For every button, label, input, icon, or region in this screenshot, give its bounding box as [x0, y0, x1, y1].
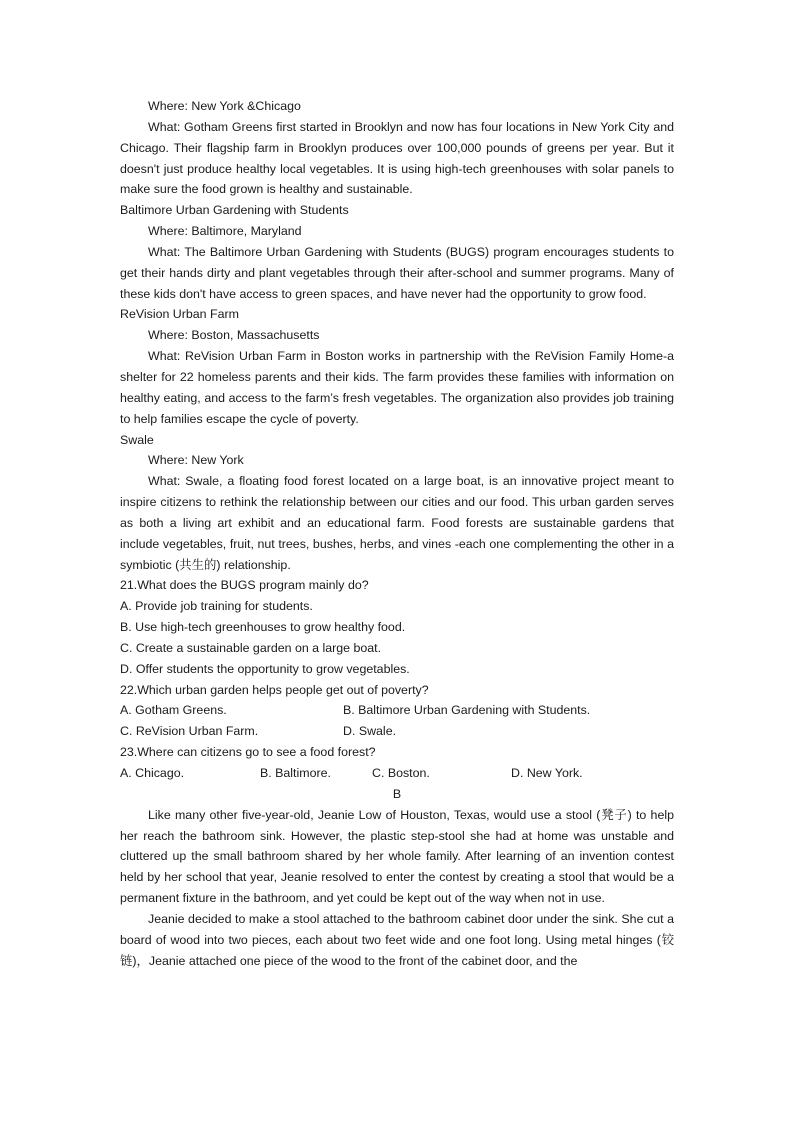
question-21-option-a: A. Provide job training for students.: [120, 599, 313, 614]
gotham-what: What: Gotham Greens first started in Brooklyn and now has four locations in New York City and Chicago. Their flagship farm in Brooklyn produces over 100,000 pounds of greens per year. But it doesn't just produce healthy local vegetables. It is using high-tech greenhouses with solar panels to make sure the food grown is healthy and sustainable.: [120, 119, 674, 197]
revision-heading: ReVision Urban Farm: [120, 307, 239, 322]
section-b-paragraph-1: Like many other five-year-old, Jeanie Low of Houston, Texas, would use a stool (凳子) to help her reach the bathroom sink. However, the plastic step-stool she had at home was unstable and cluttered up the small bathroom shared by her whole family. After learning of an invention contest held by her school that year, Jeanie resolved to enter the contest by creating a stool that would be a permanent fixture in the bathroom, and yet could be kept out of the way when not in use.: [120, 807, 674, 906]
section-b-label: B: [392, 786, 402, 801]
revision-what: What: ReVision Urban Farm in Boston works in partnership with the ReVision Family Home-a shelter for 22 homeless parents and their kids. The farm provides these families with information on healthy eating, and access to the farm’s fresh vegetables. The organization also provides job training to help families escape the cycle of poverty.: [120, 349, 674, 426]
question-21-option-b: B. Use high-tech greenhouses to grow healthy food.: [120, 620, 406, 635]
bugs-heading: Baltimore Urban Gardening with Students: [120, 203, 349, 218]
question-23-option-c: C. Boston.: [372, 766, 430, 780]
bugs-where: Where: Baltimore, Maryland: [148, 224, 302, 239]
question-22-stem: 22.Which urban garden helps people get out of poverty?: [120, 682, 429, 697]
question-23-option-a: A. Chicago.: [120, 766, 185, 780]
swale-heading: Swale: [120, 432, 154, 447]
question-21-stem: 21.What does the BUGS program mainly do?: [120, 578, 369, 593]
question-21-option-c: C. Create a sustainable garden on a large boat.: [120, 640, 382, 655]
question-23-stem: 23.Where can citizens go to see a food forest?: [120, 745, 376, 760]
swale-what: What: Swale, a floating food forest located on a large boat, is an innovative project meant to inspire citizens to rethink the relationship between our cities and our food. This urban garden serves as both a living art exhibit and an educational farm. Food forests are sustainable gardens that include vegetables, fruit, nut trees, bushes, herbs, and vines -each one complementing the other in a symbiotic (共生的) relationship.: [120, 474, 674, 572]
swale-where: Where: New York: [148, 453, 244, 468]
bugs-what: What: The Baltimore Urban Gardening with Students (BUGS) program encourages students to get their hands dirty and plant vegetables through their after-school and summer programs. Many of these kids don't have access to green spaces, and have never had the opportunity to grow food.: [120, 244, 674, 301]
document-page: [120, 96, 674, 971]
question-23-options: [120, 763, 674, 784]
question-23-option-b: B. Baltimore.: [260, 766, 331, 780]
question-23-option-d: D. New York.: [511, 766, 583, 780]
question-21-option-d: D. Offer students the opportunity to grow vegetables.: [120, 661, 410, 676]
question-22-option-a: A. Gotham Greens.: [120, 703, 227, 718]
revision-where: Where: Boston, Massachusetts: [148, 328, 320, 343]
question-22-option-b: B. Baltimore Urban Gardening with Students.: [343, 703, 591, 718]
gotham-where: Where: New York &Chicago: [148, 99, 301, 113]
question-22-option-d: D. Swale.: [343, 724, 397, 739]
question-22-options-row-1: [120, 700, 674, 721]
question-22-options-row-2: [120, 721, 674, 742]
section-b-paragraph-2: Jeanie decided to make a stool attached to the bathroom cabinet door under the sink. She cut a board of wood into two pieces, each about two feet wide and one foot long. Using metal hinges (铰链)，Jeanie attached one piece of the wood to the front of the cabinet door, and the: [120, 911, 674, 968]
question-22-option-c: C. ReVision Urban Farm.: [120, 724, 259, 739]
